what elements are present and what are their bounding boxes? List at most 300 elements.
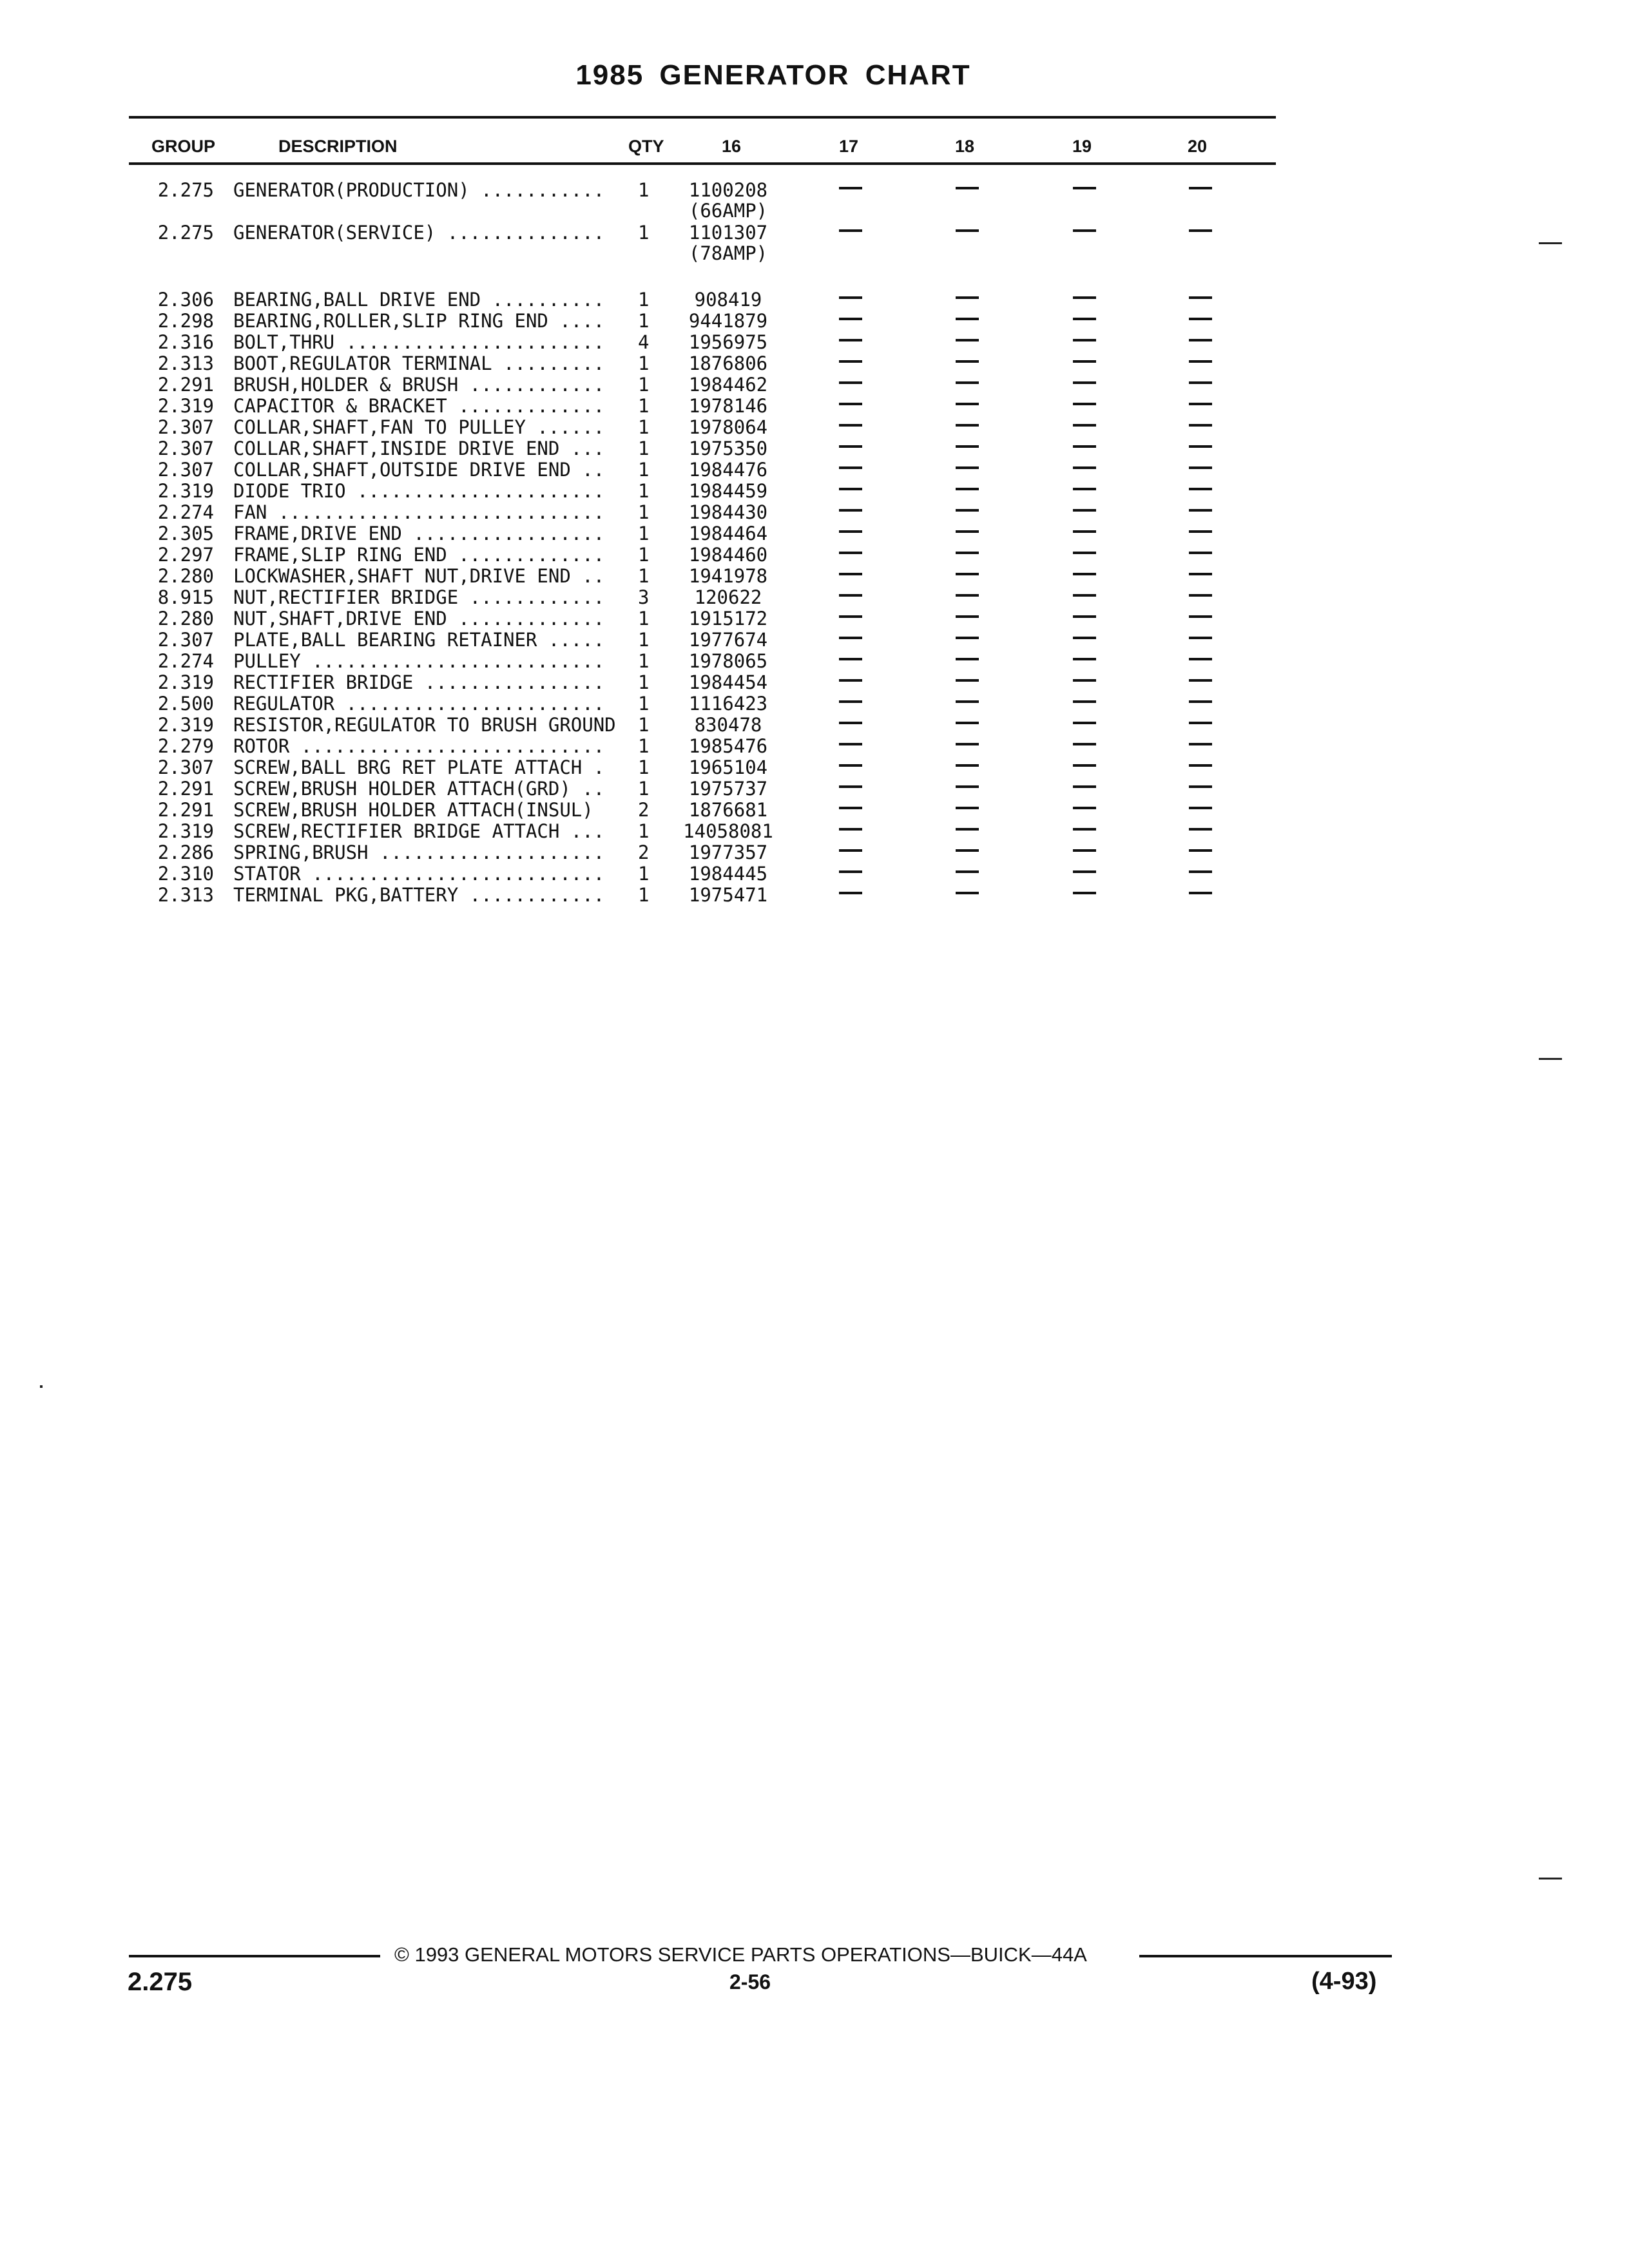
- row-part-number: 1915172: [688, 608, 768, 629]
- row-part-number: 1101307: [688, 222, 768, 244]
- no-part-dash-20: [1189, 615, 1212, 618]
- col-header-description: DESCRIPTION: [278, 137, 398, 156]
- table-row: [0, 841, 1629, 863]
- row-group: 2.286: [157, 841, 214, 863]
- row-description: FRAME,SLIP RING END .............: [233, 544, 605, 566]
- no-part-dash-19: [1073, 870, 1096, 873]
- row-amp-note: (66AMP): [688, 200, 768, 222]
- header-top-rule: [129, 116, 1276, 119]
- table-row: [0, 480, 1629, 502]
- scan-mark: [1539, 1878, 1562, 1879]
- no-part-dash-17: [839, 785, 862, 788]
- row-part-number: 1965104: [688, 756, 768, 778]
- no-part-dash-17: [839, 892, 862, 894]
- page-title: 1985 GENERATOR CHART: [575, 59, 971, 91]
- no-part-dash-19: [1073, 424, 1096, 427]
- row-qty: 1: [638, 179, 650, 201]
- no-part-dash-17: [839, 722, 862, 724]
- row-qty: 1: [638, 480, 650, 502]
- row-qty: 3: [638, 586, 650, 608]
- no-part-dash-17: [839, 807, 862, 809]
- row-group: 2.319: [157, 714, 214, 736]
- header-bottom-rule: [129, 162, 1276, 165]
- row-description: COLLAR,SHAFT,FAN TO PULLEY ......: [233, 416, 605, 438]
- no-part-dash-19: [1073, 700, 1096, 703]
- no-part-dash-18: [956, 743, 979, 745]
- row-description: SPRING,BRUSH ....................: [233, 841, 605, 863]
- table-row: [0, 884, 1629, 906]
- no-part-dash-19: [1073, 828, 1096, 831]
- no-part-dash-18: [956, 229, 979, 232]
- row-part-number: 1984430: [688, 501, 768, 523]
- no-part-dash-20: [1189, 658, 1212, 660]
- row-part-number: 1941978: [688, 565, 768, 587]
- row-description: PULLEY ..........................: [233, 650, 605, 672]
- col-header-group: GROUP: [151, 137, 216, 156]
- row-description: SCREW,BRUSH HOLDER ATTACH(INSUL): [233, 799, 593, 821]
- no-part-dash-20: [1189, 381, 1212, 384]
- no-part-dash-20: [1189, 785, 1212, 788]
- no-part-dash-17: [839, 552, 862, 554]
- no-part-dash-20: [1189, 743, 1212, 745]
- row-qty: 4: [638, 331, 650, 353]
- no-part-dash-20: [1189, 764, 1212, 767]
- no-part-dash-19: [1073, 679, 1096, 682]
- row-description: COLLAR,SHAFT,INSIDE DRIVE END ...: [233, 437, 605, 459]
- row-qty: 1: [638, 629, 650, 651]
- no-part-dash-17: [839, 764, 862, 767]
- row-group: 2.307: [157, 629, 214, 651]
- row-group: 2.297: [157, 544, 214, 566]
- row-qty: 1: [638, 310, 650, 332]
- no-part-dash-17: [839, 594, 862, 597]
- no-part-dash-19: [1073, 594, 1096, 597]
- row-qty: 1: [638, 820, 650, 842]
- row-description: COLLAR,SHAFT,OUTSIDE DRIVE END ..: [233, 459, 605, 481]
- row-part-number: 1975737: [688, 778, 768, 800]
- row-qty: 1: [638, 565, 650, 587]
- row-qty: 1: [638, 608, 650, 629]
- no-part-dash-19: [1073, 509, 1096, 512]
- row-description: DIODE TRIO ......................: [233, 480, 605, 502]
- table-row: [0, 437, 1629, 459]
- row-description: BOOT,REGULATOR TERMINAL .........: [233, 352, 605, 374]
- row-qty: 1: [638, 352, 650, 374]
- table-row: [0, 820, 1629, 842]
- table-row: [0, 179, 1629, 222]
- no-part-dash-20: [1189, 679, 1212, 682]
- row-group: 2.291: [157, 374, 214, 396]
- row-description: SCREW,BALL BRG RET PLATE ATTACH .: [233, 756, 605, 778]
- row-group: 2.307: [157, 416, 214, 438]
- row-part-number: 1116423: [688, 693, 768, 715]
- footer-copyright: © 1993 GENERAL MOTORS SERVICE PARTS OPERATIONS—BUICK—44A: [394, 1943, 1087, 1966]
- no-part-dash-19: [1073, 318, 1096, 320]
- row-description: SCREW,BRUSH HOLDER ATTACH(GRD) ..: [233, 778, 605, 800]
- row-description: BEARING,ROLLER,SLIP RING END ....: [233, 310, 605, 332]
- no-part-dash-17: [839, 187, 862, 189]
- no-part-dash-18: [956, 658, 979, 660]
- no-part-dash-19: [1073, 530, 1096, 533]
- table-row: [0, 714, 1629, 736]
- row-description: NUT,SHAFT,DRIVE END .............: [233, 608, 605, 629]
- no-part-dash-17: [839, 700, 862, 703]
- no-part-dash-18: [956, 679, 979, 682]
- row-part-number: 1978064: [688, 416, 768, 438]
- no-part-dash-17: [839, 637, 862, 639]
- no-part-dash-19: [1073, 229, 1096, 232]
- no-part-dash-18: [956, 870, 979, 873]
- no-part-dash-17: [839, 828, 862, 831]
- row-part-number: 1984462: [688, 374, 768, 396]
- table-row: [0, 523, 1629, 544]
- no-part-dash-18: [956, 445, 979, 448]
- no-part-dash-18: [956, 594, 979, 597]
- table-row: [0, 395, 1629, 417]
- no-part-dash-18: [956, 764, 979, 767]
- row-description: LOCKWASHER,SHAFT NUT,DRIVE END ..: [233, 565, 605, 587]
- table-row: [0, 289, 1629, 311]
- no-part-dash-20: [1189, 318, 1212, 320]
- row-qty: 1: [638, 416, 650, 438]
- row-description: BRUSH,HOLDER & BRUSH ............: [233, 374, 605, 396]
- no-part-dash-20: [1189, 296, 1212, 299]
- row-description: BOLT,THRU .......................: [233, 331, 605, 353]
- no-part-dash-20: [1189, 849, 1212, 852]
- table-row: [0, 416, 1629, 438]
- row-group: 2.310: [157, 863, 214, 885]
- row-group: 2.307: [157, 459, 214, 481]
- row-part-number: 1984445: [688, 863, 768, 885]
- row-qty: 1: [638, 671, 650, 693]
- no-part-dash-18: [956, 403, 979, 405]
- no-part-dash-19: [1073, 658, 1096, 660]
- table-row: [0, 374, 1629, 396]
- row-part-number: 1978146: [688, 395, 768, 417]
- no-part-dash-18: [956, 849, 979, 852]
- no-part-dash-20: [1189, 509, 1212, 512]
- row-amp-note: (78AMP): [688, 242, 768, 264]
- no-part-dash-17: [839, 424, 862, 427]
- no-part-dash-17: [839, 445, 862, 448]
- no-part-dash-18: [956, 187, 979, 189]
- no-part-dash-18: [956, 828, 979, 831]
- row-group: 2.275: [157, 179, 214, 201]
- row-qty: 1: [638, 395, 650, 417]
- no-part-dash-19: [1073, 743, 1096, 745]
- footer-revision: (4-93): [1311, 1968, 1377, 1995]
- no-part-dash-17: [839, 849, 862, 852]
- row-description: GENERATOR(PRODUCTION) ...........: [233, 179, 605, 201]
- no-part-dash-20: [1189, 870, 1212, 873]
- no-part-dash-19: [1073, 573, 1096, 575]
- row-description: TERMINAL PKG,BATTERY ............: [233, 884, 605, 906]
- no-part-dash-18: [956, 722, 979, 724]
- row-qty: 1: [638, 437, 650, 459]
- col-header-20: 20: [1188, 137, 1208, 156]
- row-qty: 1: [638, 222, 650, 244]
- row-qty: 1: [638, 756, 650, 778]
- table-row: [0, 586, 1629, 608]
- row-qty: 1: [638, 523, 650, 544]
- no-part-dash-17: [839, 466, 862, 469]
- no-part-dash-19: [1073, 466, 1096, 469]
- row-group: 2.307: [157, 437, 214, 459]
- no-part-dash-17: [839, 339, 862, 341]
- no-part-dash-17: [839, 870, 862, 873]
- no-part-dash-18: [956, 318, 979, 320]
- col-header-qty: QTY: [628, 137, 664, 156]
- row-group: 2.313: [157, 884, 214, 906]
- no-part-dash-19: [1073, 339, 1096, 341]
- row-group: 2.274: [157, 501, 214, 523]
- no-part-dash-19: [1073, 722, 1096, 724]
- no-part-dash-19: [1073, 785, 1096, 788]
- row-part-number: 1876681: [688, 799, 768, 821]
- table-row: [0, 863, 1629, 885]
- row-description: CAPACITOR & BRACKET .............: [233, 395, 605, 417]
- row-description: FRAME,DRIVE END .................: [233, 523, 605, 544]
- no-part-dash-17: [839, 360, 862, 363]
- no-part-dash-18: [956, 296, 979, 299]
- no-part-dash-19: [1073, 849, 1096, 852]
- no-part-dash-19: [1073, 403, 1096, 405]
- scan-mark: [1539, 1058, 1562, 1060]
- row-group: 2.298: [157, 310, 214, 332]
- no-part-dash-17: [839, 381, 862, 384]
- row-part-number: 908419: [694, 289, 762, 311]
- no-part-dash-18: [956, 530, 979, 533]
- row-qty: 2: [638, 841, 650, 863]
- no-part-dash-20: [1189, 828, 1212, 831]
- table-row: [0, 756, 1629, 778]
- no-part-dash-18: [956, 424, 979, 427]
- table-row: [0, 565, 1629, 587]
- row-description: BEARING,BALL DRIVE END ..........: [233, 289, 605, 311]
- no-part-dash-19: [1073, 187, 1096, 189]
- table-row: [0, 310, 1629, 332]
- row-part-number: 1100208: [688, 179, 768, 201]
- no-part-dash-17: [839, 403, 862, 405]
- scan-mark: [40, 1385, 43, 1388]
- row-group: 2.313: [157, 352, 214, 374]
- row-part-number: 1876806: [688, 352, 768, 374]
- row-qty: 1: [638, 650, 650, 672]
- row-group: 2.319: [157, 671, 214, 693]
- table-row: [0, 693, 1629, 715]
- row-group: 2.319: [157, 820, 214, 842]
- no-part-dash-20: [1189, 229, 1212, 232]
- col-header-18: 18: [955, 137, 975, 156]
- no-part-dash-20: [1189, 445, 1212, 448]
- row-part-number: 1975350: [688, 437, 768, 459]
- table-row: [0, 650, 1629, 672]
- row-part-number: 1977357: [688, 841, 768, 863]
- no-part-dash-17: [839, 615, 862, 618]
- no-part-dash-20: [1189, 424, 1212, 427]
- row-part-number: 1978065: [688, 650, 768, 672]
- row-part-number: 1984464: [688, 523, 768, 544]
- no-part-dash-19: [1073, 381, 1096, 384]
- row-description: NUT,RECTIFIER BRIDGE ............: [233, 586, 605, 608]
- row-group: 2.316: [157, 331, 214, 353]
- no-part-dash-19: [1073, 488, 1096, 490]
- no-part-dash-17: [839, 530, 862, 533]
- row-description: PLATE,BALL BEARING RETAINER .....: [233, 629, 605, 651]
- table-row: [0, 671, 1629, 693]
- row-qty: 1: [638, 714, 650, 736]
- no-part-dash-19: [1073, 296, 1096, 299]
- footer-rule-right: [1139, 1955, 1392, 1957]
- no-part-dash-19: [1073, 552, 1096, 554]
- no-part-dash-20: [1189, 700, 1212, 703]
- no-part-dash-20: [1189, 594, 1212, 597]
- row-qty: 1: [638, 693, 650, 715]
- no-part-dash-18: [956, 339, 979, 341]
- no-part-dash-17: [839, 296, 862, 299]
- no-part-dash-20: [1189, 403, 1212, 405]
- no-part-dash-17: [839, 318, 862, 320]
- row-group: 2.291: [157, 778, 214, 800]
- table-row: [0, 735, 1629, 757]
- row-qty: 1: [638, 863, 650, 885]
- no-part-dash-18: [956, 509, 979, 512]
- no-part-dash-20: [1189, 637, 1212, 639]
- no-part-dash-20: [1189, 466, 1212, 469]
- table-row: [0, 629, 1629, 651]
- row-part-number: 120622: [694, 586, 762, 608]
- footer-section: 2.275: [128, 1968, 193, 1996]
- no-part-dash-18: [956, 552, 979, 554]
- table-row: [0, 352, 1629, 374]
- row-qty: 1: [638, 884, 650, 906]
- no-part-dash-20: [1189, 722, 1212, 724]
- row-group: 2.319: [157, 395, 214, 417]
- footer-page-number: 2-56: [729, 1970, 771, 1994]
- table-row: [0, 799, 1629, 821]
- no-part-dash-19: [1073, 764, 1096, 767]
- no-part-dash-18: [956, 807, 979, 809]
- row-group: 2.280: [157, 565, 214, 587]
- no-part-dash-17: [839, 679, 862, 682]
- row-description: GENERATOR(SERVICE) ..............: [233, 222, 605, 244]
- row-description: SCREW,RECTIFIER BRIDGE ATTACH ...: [233, 820, 605, 842]
- col-header-19: 19: [1072, 137, 1092, 156]
- row-description: FAN .............................: [233, 501, 605, 523]
- row-qty: 1: [638, 374, 650, 396]
- no-part-dash-20: [1189, 552, 1212, 554]
- table-row: [0, 331, 1629, 353]
- row-description: RECTIFIER BRIDGE ................: [233, 671, 605, 693]
- no-part-dash-18: [956, 381, 979, 384]
- row-part-number: 1977674: [688, 629, 768, 651]
- row-group: 2.307: [157, 756, 214, 778]
- row-part-number: 1956975: [688, 331, 768, 353]
- table-row: [0, 778, 1629, 800]
- row-group: 2.274: [157, 650, 214, 672]
- table-row: [0, 544, 1629, 566]
- no-part-dash-20: [1189, 892, 1212, 894]
- no-part-dash-18: [956, 466, 979, 469]
- row-qty: 1: [638, 459, 650, 481]
- row-qty: 1: [638, 544, 650, 566]
- no-part-dash-18: [956, 573, 979, 575]
- row-qty: 2: [638, 799, 650, 821]
- row-group: 2.305: [157, 523, 214, 544]
- row-group: 2.500: [157, 693, 214, 715]
- no-part-dash-19: [1073, 360, 1096, 363]
- row-part-number: 830478: [694, 714, 762, 736]
- row-qty: 1: [638, 501, 650, 523]
- row-group: 2.319: [157, 480, 214, 502]
- no-part-dash-20: [1189, 488, 1212, 490]
- row-description: ROTOR ...........................: [233, 735, 605, 757]
- row-group: 2.306: [157, 289, 214, 311]
- row-group: 8.915: [157, 586, 214, 608]
- no-part-dash-18: [956, 488, 979, 490]
- row-part-number: 1984476: [688, 459, 768, 481]
- no-part-dash-19: [1073, 892, 1096, 894]
- row-group: 2.291: [157, 799, 214, 821]
- no-part-dash-18: [956, 700, 979, 703]
- no-part-dash-18: [956, 892, 979, 894]
- no-part-dash-18: [956, 637, 979, 639]
- row-part-number: 1985476: [688, 735, 768, 757]
- no-part-dash-20: [1189, 187, 1212, 189]
- footer-rule-left: [129, 1955, 380, 1957]
- no-part-dash-17: [839, 573, 862, 575]
- row-part-number: 9441879: [688, 310, 768, 332]
- no-part-dash-19: [1073, 807, 1096, 809]
- row-qty: 1: [638, 735, 650, 757]
- table-row: [0, 459, 1629, 481]
- row-qty: 1: [638, 289, 650, 311]
- col-header-17: 17: [839, 137, 859, 156]
- row-description: REGULATOR .......................: [233, 693, 605, 715]
- no-part-dash-19: [1073, 445, 1096, 448]
- col-header-16: 16: [722, 137, 742, 156]
- no-part-dash-19: [1073, 637, 1096, 639]
- table-row: [0, 608, 1629, 629]
- no-part-dash-20: [1189, 339, 1212, 341]
- row-group: 2.280: [157, 608, 214, 629]
- row-part-number: 1984454: [688, 671, 768, 693]
- row-part-number: 14058081: [683, 820, 773, 842]
- no-part-dash-17: [839, 509, 862, 512]
- no-part-dash-20: [1189, 573, 1212, 575]
- row-group: 2.275: [157, 222, 214, 244]
- no-part-dash-18: [956, 615, 979, 618]
- row-description: RESISTOR,REGULATOR TO BRUSH GROUND: [233, 714, 616, 736]
- no-part-dash-17: [839, 229, 862, 232]
- table-row: [0, 501, 1629, 523]
- no-part-dash-19: [1073, 615, 1096, 618]
- row-group: 2.279: [157, 735, 214, 757]
- no-part-dash-18: [956, 360, 979, 363]
- row-description: STATOR ..........................: [233, 863, 605, 885]
- no-part-dash-17: [839, 658, 862, 660]
- no-part-dash-17: [839, 488, 862, 490]
- table-row: [0, 222, 1629, 264]
- no-part-dash-18: [956, 785, 979, 788]
- no-part-dash-20: [1189, 530, 1212, 533]
- row-qty: 1: [638, 778, 650, 800]
- no-part-dash-20: [1189, 807, 1212, 809]
- no-part-dash-17: [839, 743, 862, 745]
- row-part-number: 1984459: [688, 480, 768, 502]
- no-part-dash-20: [1189, 360, 1212, 363]
- row-part-number: 1984460: [688, 544, 768, 566]
